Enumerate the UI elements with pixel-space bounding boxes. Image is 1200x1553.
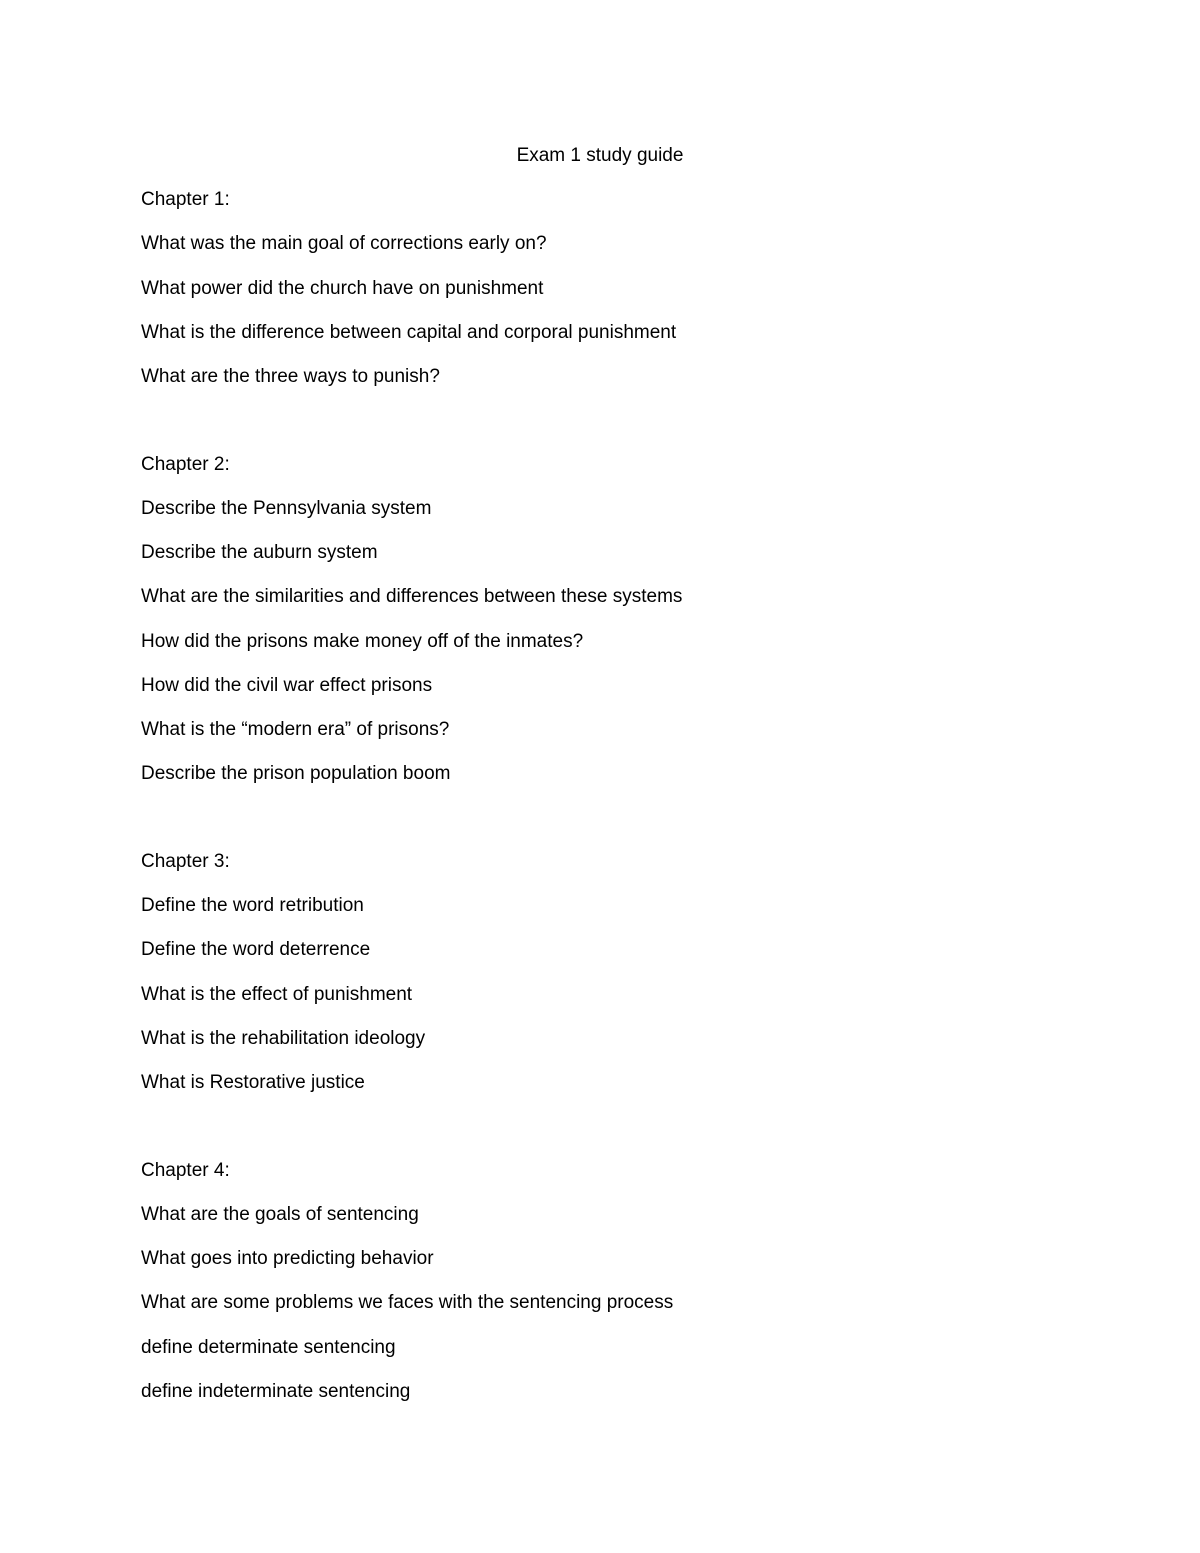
chapter-2-heading: Chapter 2: — [141, 454, 230, 475]
chapter-3-heading: Chapter 3: — [141, 851, 230, 872]
chapter-4-heading: Chapter 4: — [141, 1160, 230, 1181]
chapter-4-question-4: define determinate sentencing — [141, 1337, 396, 1358]
chapter-3-question-4: What is the rehabilitation ideology — [141, 1028, 426, 1049]
chapter-2-question-1: Describe the Pennsylvania system — [141, 498, 432, 519]
chapter-3-question-5: What is Restorative justice — [141, 1072, 365, 1093]
chapter-1-question-3: What is the difference between capital and corporal punishment — [141, 322, 677, 343]
chapter-3-question-2: Define the word deterrence — [141, 939, 371, 960]
chapter-4-question-3: What are some problems we faces with the sentencing process — [141, 1292, 674, 1313]
chapter-1-question-1: What was the main goal of corrections early on? — [141, 233, 547, 254]
chapter-2-question-7: Describe the prison population boom — [141, 763, 451, 784]
chapter-3-question-1: Define the word retribution — [141, 895, 364, 916]
chapter-2-question-4: How did the prisons make money off of the inmates? — [141, 631, 584, 652]
chapter-1-question-2: What power did the church have on punishment — [141, 278, 544, 299]
chapter-1-question-4: What are the three ways to punish? — [141, 366, 440, 387]
chapter-2-question-2: Describe the auburn system — [141, 542, 378, 563]
chapter-2-question-3: What are the similarities and differences between these systems — [141, 586, 683, 607]
chapter-4-question-2: What goes into predicting behavior — [141, 1248, 434, 1269]
chapter-2-question-6: What is the “modern era” of prisons? — [141, 719, 450, 740]
document-title: Exam 1 study guide — [516, 145, 684, 166]
chapter-4-question-1: What are the goals of sentencing — [141, 1204, 419, 1225]
chapter-3-question-3: What is the effect of punishment — [141, 984, 413, 1005]
chapter-1-heading: Chapter 1: — [141, 189, 230, 210]
chapter-4-question-5: define indeterminate sentencing — [141, 1381, 411, 1402]
chapter-2-question-5: How did the civil war effect prisons — [141, 675, 433, 696]
